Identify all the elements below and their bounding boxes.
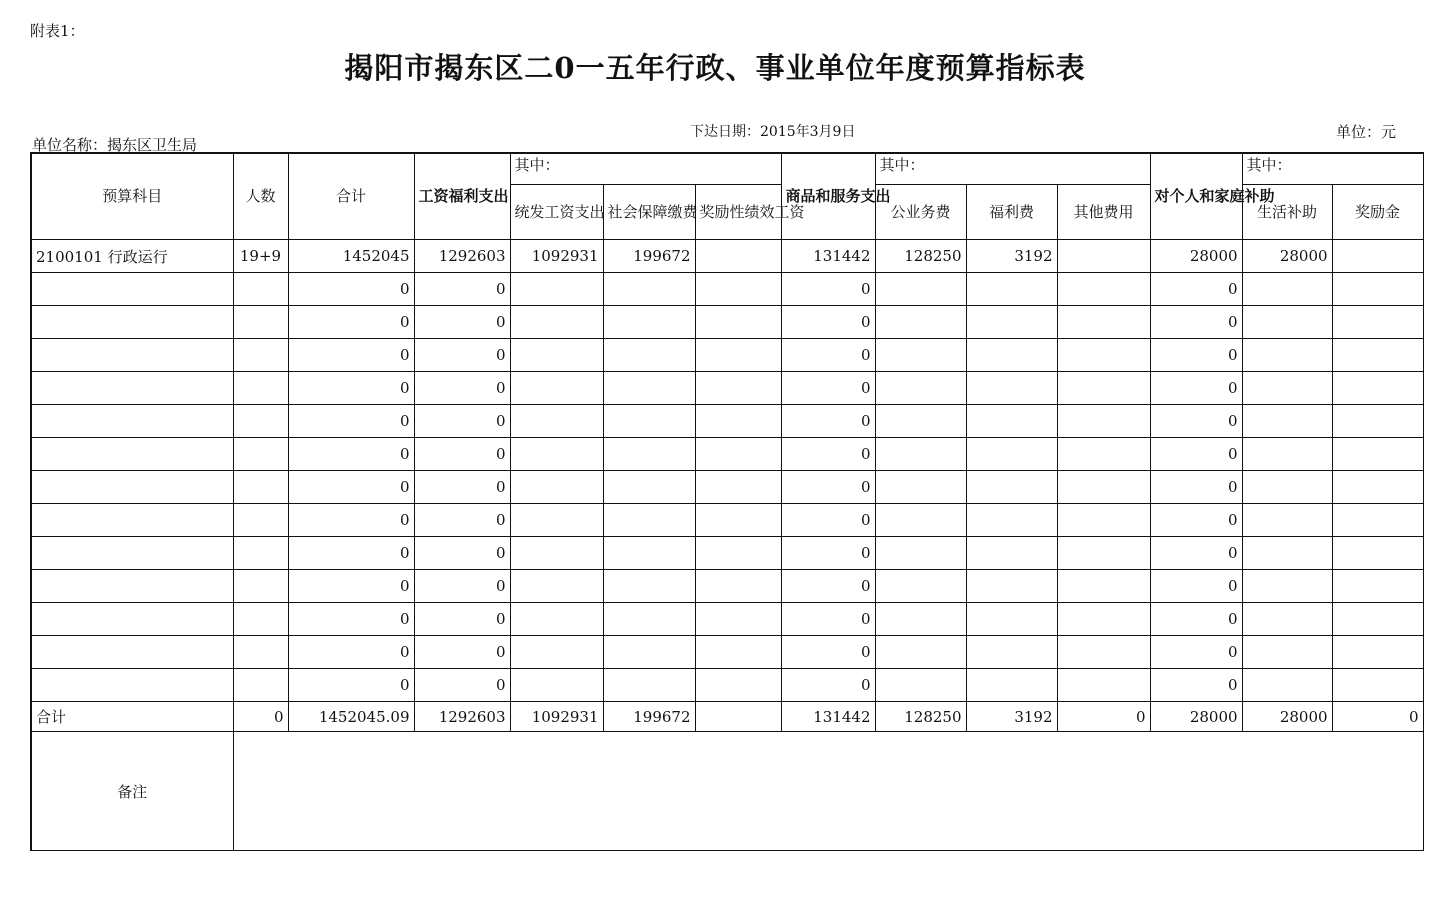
cell-performance-pay — [695, 240, 781, 273]
cell-living-subsidy — [1242, 273, 1332, 306]
total-welfare-fee: 3192 — [966, 702, 1057, 732]
cell-salary-welfare: 0 — [414, 438, 510, 471]
cell-other-fee — [1057, 471, 1150, 504]
cell-unified-salary — [510, 405, 603, 438]
cell-salary-welfare: 0 — [414, 669, 510, 702]
cell-other-fee — [1057, 570, 1150, 603]
table-row — [31, 240, 1423, 273]
cell-budget-subject — [31, 372, 233, 405]
header-of-which-salary: 其中： — [510, 153, 781, 185]
header-social-security: 社会保障缴费 — [603, 185, 695, 240]
cell-public-affairs — [875, 273, 966, 306]
cell-goods-services: 0 — [781, 273, 875, 306]
cell-public-affairs — [875, 372, 966, 405]
cell-total: 0 — [288, 405, 414, 438]
cell-welfare-fee — [966, 306, 1057, 339]
cell-goods-services: 0 — [781, 669, 875, 702]
table-row — [31, 372, 1423, 405]
cell-performance-pay — [695, 504, 781, 537]
cell-bonus — [1332, 471, 1423, 504]
cell-goods-services: 131442 — [781, 240, 875, 273]
cell-headcount — [233, 339, 288, 372]
total-unified-salary: 1092931 — [510, 702, 603, 732]
cell-living-subsidy — [1242, 669, 1332, 702]
header-performance-pay: 奖励性绩效工资 — [695, 185, 781, 240]
cell-salary-welfare: 0 — [414, 603, 510, 636]
cell-personal-family-subsidy: 0 — [1150, 372, 1242, 405]
cell-total: 0 — [288, 471, 414, 504]
cell-welfare-fee: 3192 — [966, 240, 1057, 273]
cell-social-security — [603, 306, 695, 339]
cell-public-affairs — [875, 636, 966, 669]
cell-living-subsidy — [1242, 636, 1332, 669]
header-total: 合计 — [288, 153, 414, 240]
cell-social-security — [603, 504, 695, 537]
cell-goods-services: 0 — [781, 603, 875, 636]
cell-welfare-fee — [966, 669, 1057, 702]
table-row — [31, 537, 1423, 570]
cell-headcount — [233, 603, 288, 636]
table-row — [31, 405, 1423, 438]
cell-other-fee — [1057, 306, 1150, 339]
cell-budget-subject — [31, 537, 233, 570]
cell-performance-pay — [695, 372, 781, 405]
total-personal-family-subsidy: 28000 — [1150, 702, 1242, 732]
attachment-label: 附表1： — [30, 22, 85, 40]
cell-unified-salary — [510, 636, 603, 669]
cell-budget-subject — [31, 669, 233, 702]
cell-welfare-fee — [966, 504, 1057, 537]
cell-bonus — [1332, 405, 1423, 438]
page-title: 揭阳市揭东区二0一五年行政、事业单位年度预算指标表 — [344, 51, 1086, 85]
header-goods-services: 商品和服务支出 — [781, 153, 875, 240]
cell-personal-family-subsidy: 0 — [1150, 636, 1242, 669]
cell-living-subsidy — [1242, 306, 1332, 339]
cell-headcount — [233, 669, 288, 702]
cell-total: 0 — [288, 669, 414, 702]
cell-budget-subject — [31, 273, 233, 306]
total-public-affairs: 128250 — [875, 702, 966, 732]
table-row — [31, 603, 1423, 636]
cell-performance-pay — [695, 669, 781, 702]
cell-public-affairs — [875, 537, 966, 570]
cell-personal-family-subsidy: 0 — [1150, 570, 1242, 603]
cell-bonus — [1332, 603, 1423, 636]
cell-other-fee — [1057, 636, 1150, 669]
table-row — [31, 471, 1423, 504]
cell-personal-family-subsidy: 0 — [1150, 438, 1242, 471]
cell-personal-family-subsidy: 28000 — [1150, 240, 1242, 273]
cell-total: 0 — [288, 339, 414, 372]
cell-goods-services: 0 — [781, 405, 875, 438]
cell-goods-services: 0 — [781, 504, 875, 537]
cell-headcount — [233, 471, 288, 504]
cell-living-subsidy — [1242, 537, 1332, 570]
cell-welfare-fee — [966, 537, 1057, 570]
cell-personal-family-subsidy: 0 — [1150, 405, 1242, 438]
cell-living-subsidy — [1242, 504, 1332, 537]
cell-public-affairs: 128250 — [875, 240, 966, 273]
cell-total: 0 — [288, 504, 414, 537]
cell-personal-family-subsidy: 0 — [1150, 339, 1242, 372]
cell-bonus — [1332, 438, 1423, 471]
cell-performance-pay — [695, 636, 781, 669]
cell-unified-salary — [510, 471, 603, 504]
cell-total: 0 — [288, 537, 414, 570]
cell-welfare-fee — [966, 372, 1057, 405]
total-total: 1452045.09 — [288, 702, 414, 732]
cell-public-affairs — [875, 570, 966, 603]
cell-headcount — [233, 570, 288, 603]
cell-public-affairs — [875, 339, 966, 372]
cell-performance-pay — [695, 273, 781, 306]
cell-public-affairs — [875, 438, 966, 471]
header-personal-family-subsidy: 对个人和家庭补助 — [1150, 153, 1242, 240]
currency-unit: 单位：元 — [1336, 123, 1397, 141]
cell-headcount — [233, 438, 288, 471]
cell-social-security — [603, 636, 695, 669]
cell-headcount — [233, 636, 288, 669]
cell-living-subsidy: 28000 — [1242, 240, 1332, 273]
remarks-label: 备注 — [31, 732, 233, 851]
cell-goods-services: 0 — [781, 537, 875, 570]
header-unified-salary: 统发工资支出 — [510, 185, 603, 240]
header-public-affairs: 公业务费 — [875, 185, 966, 240]
cell-other-fee — [1057, 669, 1150, 702]
cell-unified-salary — [510, 570, 603, 603]
cell-salary-welfare: 0 — [414, 504, 510, 537]
cell-budget-subject — [31, 504, 233, 537]
table-row — [31, 669, 1423, 702]
cell-bonus — [1332, 273, 1423, 306]
total-headcount: 0 — [233, 702, 288, 732]
table-row — [31, 504, 1423, 537]
cell-bonus — [1332, 306, 1423, 339]
cell-living-subsidy — [1242, 405, 1332, 438]
cell-social-security — [603, 669, 695, 702]
cell-other-fee — [1057, 273, 1150, 306]
cell-total: 0 — [288, 603, 414, 636]
cell-personal-family-subsidy: 0 — [1150, 471, 1242, 504]
cell-headcount: 19+9 — [233, 240, 288, 273]
cell-bonus — [1332, 570, 1423, 603]
header-bonus: 奖励金 — [1332, 185, 1423, 240]
cell-budget-subject — [31, 438, 233, 471]
header-headcount: 人数 — [233, 153, 288, 240]
cell-social-security — [603, 471, 695, 504]
cell-living-subsidy — [1242, 438, 1332, 471]
cell-goods-services: 0 — [781, 339, 875, 372]
cell-performance-pay — [695, 570, 781, 603]
cell-welfare-fee — [966, 471, 1057, 504]
cell-bonus — [1332, 537, 1423, 570]
cell-budget-subject — [31, 471, 233, 504]
cell-public-affairs — [875, 471, 966, 504]
cell-social-security — [603, 438, 695, 471]
cell-welfare-fee — [966, 603, 1057, 636]
cell-budget-subject — [31, 306, 233, 339]
total-social-security: 199672 — [603, 702, 695, 732]
cell-public-affairs — [875, 669, 966, 702]
cell-personal-family-subsidy: 0 — [1150, 504, 1242, 537]
header-of-which-subsidy: 其中： — [1242, 153, 1423, 185]
table-row — [31, 306, 1423, 339]
cell-performance-pay — [695, 438, 781, 471]
total-bonus: 0 — [1332, 702, 1423, 732]
cell-personal-family-subsidy: 0 — [1150, 669, 1242, 702]
cell-salary-welfare: 0 — [414, 306, 510, 339]
cell-welfare-fee — [966, 273, 1057, 306]
cell-unified-salary — [510, 438, 603, 471]
cell-other-fee — [1057, 603, 1150, 636]
cell-total: 1452045 — [288, 240, 414, 273]
table-row — [31, 570, 1423, 603]
cell-salary-welfare: 0 — [414, 570, 510, 603]
header-salary-welfare: 工资福利支出 — [414, 153, 510, 240]
cell-goods-services: 0 — [781, 636, 875, 669]
cell-total: 0 — [288, 273, 414, 306]
cell-other-fee — [1057, 438, 1150, 471]
cell-goods-services: 0 — [781, 471, 875, 504]
cell-welfare-fee — [966, 339, 1057, 372]
total-budget-subject: 合计 — [31, 702, 233, 732]
cell-goods-services: 0 — [781, 372, 875, 405]
cell-salary-welfare: 0 — [414, 372, 510, 405]
cell-salary-welfare: 0 — [414, 636, 510, 669]
header-of-which-goods: 其中： — [875, 153, 1150, 185]
cell-salary-welfare: 0 — [414, 405, 510, 438]
cell-public-affairs — [875, 405, 966, 438]
cell-total: 0 — [288, 372, 414, 405]
cell-total: 0 — [288, 636, 414, 669]
cell-other-fee — [1057, 405, 1150, 438]
cell-social-security — [603, 372, 695, 405]
cell-total: 0 — [288, 306, 414, 339]
cell-headcount — [233, 372, 288, 405]
cell-other-fee — [1057, 537, 1150, 570]
cell-other-fee — [1057, 240, 1150, 273]
cell-total: 0 — [288, 570, 414, 603]
cell-social-security — [603, 537, 695, 570]
cell-budget-subject — [31, 603, 233, 636]
header-welfare-fee: 福利费 — [966, 185, 1057, 240]
cell-personal-family-subsidy: 0 — [1150, 273, 1242, 306]
cell-social-security — [603, 405, 695, 438]
cell-other-fee — [1057, 339, 1150, 372]
cell-public-affairs — [875, 306, 966, 339]
cell-living-subsidy — [1242, 471, 1332, 504]
cell-other-fee — [1057, 372, 1150, 405]
cell-welfare-fee — [966, 570, 1057, 603]
cell-performance-pay — [695, 471, 781, 504]
cell-social-security: 199672 — [603, 240, 695, 273]
cell-living-subsidy — [1242, 603, 1332, 636]
cell-goods-services: 0 — [781, 438, 875, 471]
remarks-value — [233, 732, 1423, 851]
cell-budget-subject — [31, 405, 233, 438]
cell-unified-salary — [510, 372, 603, 405]
cell-budget-subject — [31, 339, 233, 372]
cell-performance-pay — [695, 339, 781, 372]
cell-bonus — [1332, 669, 1423, 702]
cell-bonus — [1332, 339, 1423, 372]
cell-budget-subject — [31, 570, 233, 603]
cell-salary-welfare: 0 — [414, 339, 510, 372]
cell-living-subsidy — [1242, 372, 1332, 405]
table-row — [31, 339, 1423, 372]
cell-unified-salary — [510, 273, 603, 306]
header-budget-subject: 预算科目 — [31, 153, 233, 240]
cell-bonus — [1332, 240, 1423, 273]
cell-performance-pay — [695, 603, 781, 636]
cell-budget-subject — [31, 636, 233, 669]
cell-unified-salary — [510, 669, 603, 702]
total-other-fee: 0 — [1057, 702, 1150, 732]
cell-public-affairs — [875, 504, 966, 537]
cell-goods-services: 0 — [781, 570, 875, 603]
header-living-subsidy: 生活补助 — [1242, 185, 1332, 240]
cell-headcount — [233, 306, 288, 339]
cell-other-fee — [1057, 504, 1150, 537]
cell-performance-pay — [695, 537, 781, 570]
total-goods-services: 131442 — [781, 702, 875, 732]
issue-date: 下达日期：2015年3月9日 — [690, 124, 856, 140]
total-performance-pay — [695, 702, 781, 732]
cell-performance-pay — [695, 306, 781, 339]
cell-performance-pay — [695, 405, 781, 438]
cell-public-affairs — [875, 603, 966, 636]
cell-salary-welfare: 0 — [414, 273, 510, 306]
totals-row — [31, 702, 1423, 732]
budget-table — [30, 152, 1424, 851]
cell-salary-welfare: 0 — [414, 471, 510, 504]
cell-personal-family-subsidy: 0 — [1150, 306, 1242, 339]
table-row — [31, 273, 1423, 306]
cell-living-subsidy — [1242, 570, 1332, 603]
cell-unified-salary: 1092931 — [510, 240, 603, 273]
cell-salary-welfare: 1292603 — [414, 240, 510, 273]
cell-budget-subject: 2100101 行政运行 — [31, 240, 233, 273]
cell-personal-family-subsidy: 0 — [1150, 537, 1242, 570]
cell-welfare-fee — [966, 438, 1057, 471]
cell-unified-salary — [510, 537, 603, 570]
cell-headcount — [233, 405, 288, 438]
cell-unified-salary — [510, 603, 603, 636]
cell-social-security — [603, 273, 695, 306]
cell-welfare-fee — [966, 405, 1057, 438]
cell-unified-salary — [510, 339, 603, 372]
total-salary-welfare: 1292603 — [414, 702, 510, 732]
table-row — [31, 636, 1423, 669]
header-other-fee: 其他费用 — [1057, 185, 1150, 240]
cell-bonus — [1332, 636, 1423, 669]
table-row — [31, 438, 1423, 471]
cell-social-security — [603, 603, 695, 636]
unit-name: 单位名称：揭东区卫生局 — [32, 136, 198, 154]
cell-living-subsidy — [1242, 339, 1332, 372]
cell-personal-family-subsidy: 0 — [1150, 603, 1242, 636]
total-living-subsidy: 28000 — [1242, 702, 1332, 732]
cell-goods-services: 0 — [781, 306, 875, 339]
cell-welfare-fee — [966, 636, 1057, 669]
cell-bonus — [1332, 372, 1423, 405]
cell-unified-salary — [510, 504, 603, 537]
cell-unified-salary — [510, 306, 603, 339]
cell-headcount — [233, 273, 288, 306]
cell-total: 0 — [288, 438, 414, 471]
cell-salary-welfare: 0 — [414, 537, 510, 570]
cell-social-security — [603, 339, 695, 372]
cell-headcount — [233, 537, 288, 570]
cell-social-security — [603, 570, 695, 603]
cell-bonus — [1332, 504, 1423, 537]
cell-headcount — [233, 504, 288, 537]
